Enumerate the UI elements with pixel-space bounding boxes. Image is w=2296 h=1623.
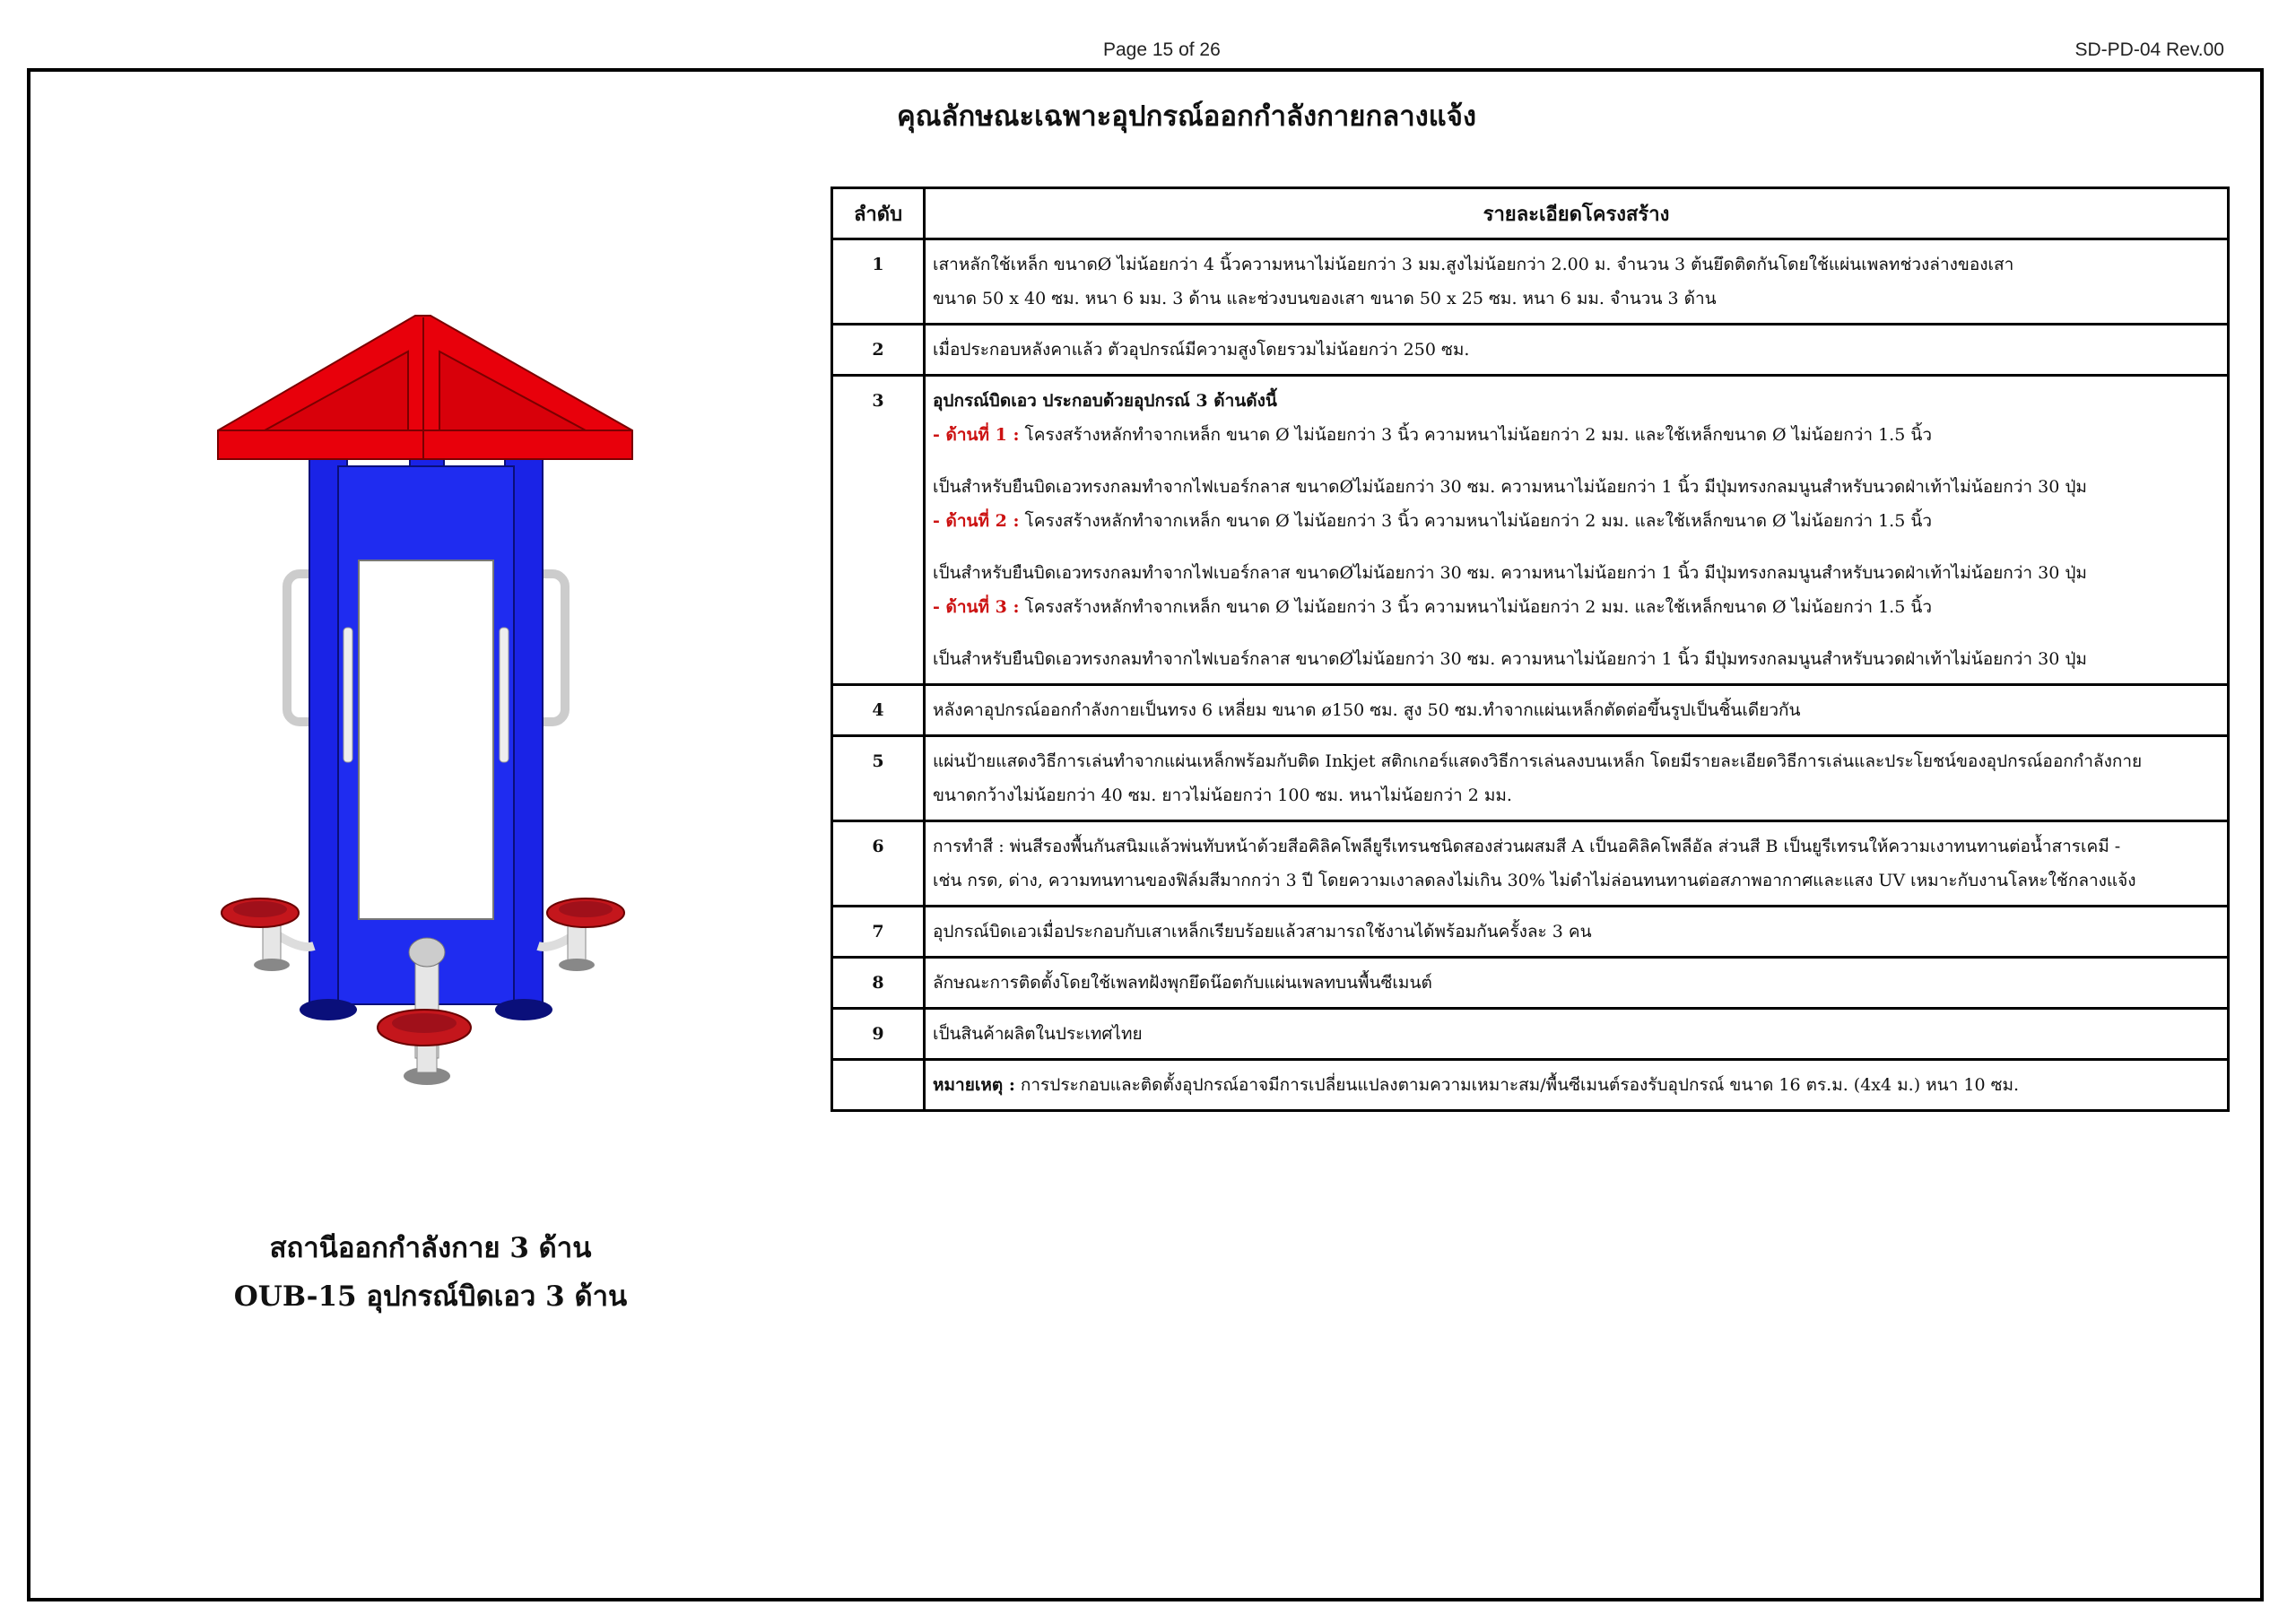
row-detail (925, 821, 2229, 907)
table-row (832, 736, 2229, 821)
side-text: โครงสร้างหลักทำจากเหล็ก ขนาด Ø ไม่น้อยกว่า 3 นิ้ว ความหนาไม่น้อยกว่า 2 มม. และใช้เหล็กขนาด Ø ไม่น้อยกว่า 1.5 นิ้ว (1019, 597, 1932, 617)
row-number: 1 (832, 239, 925, 325)
note-text: การประกอบและติดตั้งอุปกรณ์อาจมีการเปลี่ยนแปลงตามความเหมาะสม/พื้นซีเมนต์รองรับอุปกรณ์ ขนาด 16 ตร.ม. (4x4 ม.) หนา 10 ซม. (1014, 1075, 2020, 1095)
detail-line: ขนาดกว้างไม่น้อยกว่า 40 ซม. ยาวไม่น้อยกว่า 100 ซม. หนาไม่น้อยกว่า 2 มม. (933, 785, 1512, 805)
side-label: - ด้านที่ 3 : (933, 597, 1020, 617)
document-code: SD-PD-04 Rev.00 (2074, 39, 2224, 60)
page-number: Page 15 of 26 (1103, 39, 1221, 60)
table-note-row (832, 1060, 2229, 1111)
detail-line: แผ่นป้ายแสดงวิธีการเล่นทำจากแผ่นเหล็กพร้อมกับติด Inkjet สติกเกอร์แสดงวิธีการเล่นลงบนเหล็ก โดยมีรายละเอียดวิธีการเล่นและประโยชน์ของอุปกรณ์ออกกำลังกาย (933, 751, 2143, 771)
note-cell (925, 1060, 2229, 1111)
row-number: 2 (832, 325, 925, 376)
detail-heading: อุปกรณ์บิดเอว ประกอบด้วยอุปกรณ์ 3 ด้านดังนี้ (933, 391, 1277, 411)
note-label: หมายเหตุ : (933, 1075, 1015, 1095)
side-line (933, 504, 2220, 538)
note-line (933, 1068, 2220, 1102)
row-detail (925, 1009, 2229, 1060)
detail-line: เมื่อประกอบหลังคาแล้ว ตัวอุปกรณ์มีความสูงโดยรวมไม่น้อยกว่า 250 ซม. (933, 340, 1470, 360)
side-continuation: เป็นสำหรับยืนบิดเอวทรงกลมทำจากไฟเบอร์กลาส ขนาดØไม่น้อยกว่า 30 ซม. ความหนาไม่น้อยกว่า 1 นิ้ว มีปุ่มทรงกลมนูนสำหรับนวดฝ่าเท้าไม่น้อยกว่า 30 ปุ่ม (933, 563, 2087, 583)
column-header-no: ลำดับ (832, 188, 925, 239)
detail-line: เสาหลักใช้เหล็ก ขนาดØ ไม่น้อยกว่า 4 นิ้วความหนาไม่น้อยกว่า 3 มม.สูงไม่น้อยกว่า 2.00 ม. จำนวน 3 ต้นยึดติดกันโดยใช้แผ่นเพลทช่วงล่างของเสา (933, 255, 2014, 274)
row-number: 9 (832, 1009, 925, 1060)
table-row (832, 907, 2229, 958)
equipment-illustration (202, 305, 650, 1094)
row-detail (925, 958, 2229, 1009)
equipment-caption-line2: OUB-15 อุปกรณ์บิดเอว 3 ด้าน (233, 1280, 628, 1313)
specification-table (831, 187, 2230, 1112)
detail-line: การทำสี : พ่นสีรองพื้นกันสนิมแล้วพ่นทับหน้าด้วยสีอคิลิคโพลียูรีเทรนชนิดสองส่วนผสมสี A เป็นอคิลิคโพลีอัล ส่วนสี B เป็นยูรีเทรนให้ความเงาทนทานต่อน้ำสารเคมี - (933, 837, 2121, 856)
row-detail (925, 736, 2229, 821)
row-number: 6 (832, 821, 925, 907)
table-row (832, 685, 2229, 736)
column-header-detail: รายละเอียดโครงสร้าง (925, 188, 2229, 239)
detail-line: เป็นสินค้าผลิตในประเทศไทย (933, 1024, 1143, 1044)
table-header-row (832, 188, 2229, 239)
side-continuation: เป็นสำหรับยืนบิดเอวทรงกลมทำจากไฟเบอร์กลาส ขนาดØไม่น้อยกว่า 30 ซม. ความหนาไม่น้อยกว่า 1 นิ้ว มีปุ่มทรงกลมนูนสำหรับนวดฝ่าเท้าไม่น้อยกว่า 30 ปุ่ม (933, 649, 2087, 669)
table-row (832, 1009, 2229, 1060)
side-text: โครงสร้างหลักทำจากเหล็ก ขนาด Ø ไม่น้อยกว่า 3 นิ้ว ความหนาไม่น้อยกว่า 2 มม. และใช้เหล็กขนาด Ø ไม่น้อยกว่า 1.5 นิ้ว (1019, 425, 1932, 445)
side-continuation: เป็นสำหรับยืนบิดเอวทรงกลมทำจากไฟเบอร์กลาส ขนาดØไม่น้อยกว่า 30 ซม. ความหนาไม่น้อยกว่า 1 นิ้ว มีปุ่มทรงกลมนูนสำหรับนวดฝ่าเท้าไม่น้อยกว่า 30 ปุ่ม (933, 477, 2087, 497)
row-number: 3 (832, 376, 925, 685)
detail-line: ลักษณะการติดตั้งโดยใช้เพลทฝังพุกยึดน๊อตกับแผ่นเพลทบนพื้นซีเมนต์ (933, 973, 1432, 993)
row-number: 8 (832, 958, 925, 1009)
table-row (832, 239, 2229, 325)
detail-line: อุปกรณ์บิดเอวเมื่อประกอบกับเสาเหล็กเรียบร้อยแล้วสามารถใช้งานได้พร้อมกันครั้งละ 3 คน (933, 922, 1592, 942)
row-number: 5 (832, 736, 925, 821)
row-number-empty (832, 1060, 925, 1111)
detail-line: หลังคาอุปกรณ์ออกกำลังกายเป็นทรง 6 เหลี่ยม ขนาด ø150 ซม. สูง 50 ซม.ทำจากแผ่นเหล็กตัดต่อขึ้นรูปเป็นชิ้นเดียวกัน (933, 700, 1801, 720)
document-title: คุณลักษณะเฉพาะอุปกรณ์ออกกำลังกายกลางแจ้ง (897, 100, 1477, 133)
table-row (832, 958, 2229, 1009)
row-detail (925, 239, 2229, 325)
table-row (832, 325, 2229, 376)
equipment-caption-line1: สถานีออกกำลังกาย 3 ด้าน (269, 1232, 592, 1264)
table-row (832, 376, 2229, 685)
row-detail (925, 685, 2229, 736)
row-number: 7 (832, 907, 925, 958)
side-text: โครงสร้างหลักทำจากเหล็ก ขนาด Ø ไม่น้อยกว่า 3 นิ้ว ความหนาไม่น้อยกว่า 2 มม. และใช้เหล็กขนาด Ø ไม่น้อยกว่า 1.5 นิ้ว (1019, 511, 1932, 531)
row-number: 4 (832, 685, 925, 736)
side-label: - ด้านที่ 1 : (933, 425, 1020, 445)
side-line (933, 418, 2220, 452)
detail-line: เช่น กรด, ด่าง, ความทนทานของฟิล์มสีมากกว่า 3 ปี โดยความเงาลดลงไม่เกิน 30% ไม่ดำไม่ล่อนทนทานต่อสภาพอากาศและแสง UV เหมาะกับงานโลหะใช้กลางแจ้ง (933, 871, 2136, 890)
row-detail (925, 907, 2229, 958)
row-detail (925, 325, 2229, 376)
table-row (832, 821, 2229, 907)
side-line (933, 590, 2220, 624)
row-detail (925, 376, 2229, 685)
detail-line: ขนาด 50 x 40 ซม. หนา 6 มม. 3 ด้าน และช่วงบนของเสา ขนาด 50 x 25 ซม. หนา 6 มม. จำนวน 3 ด้าน (933, 289, 1717, 308)
side-label: - ด้านที่ 2 : (933, 511, 1020, 531)
